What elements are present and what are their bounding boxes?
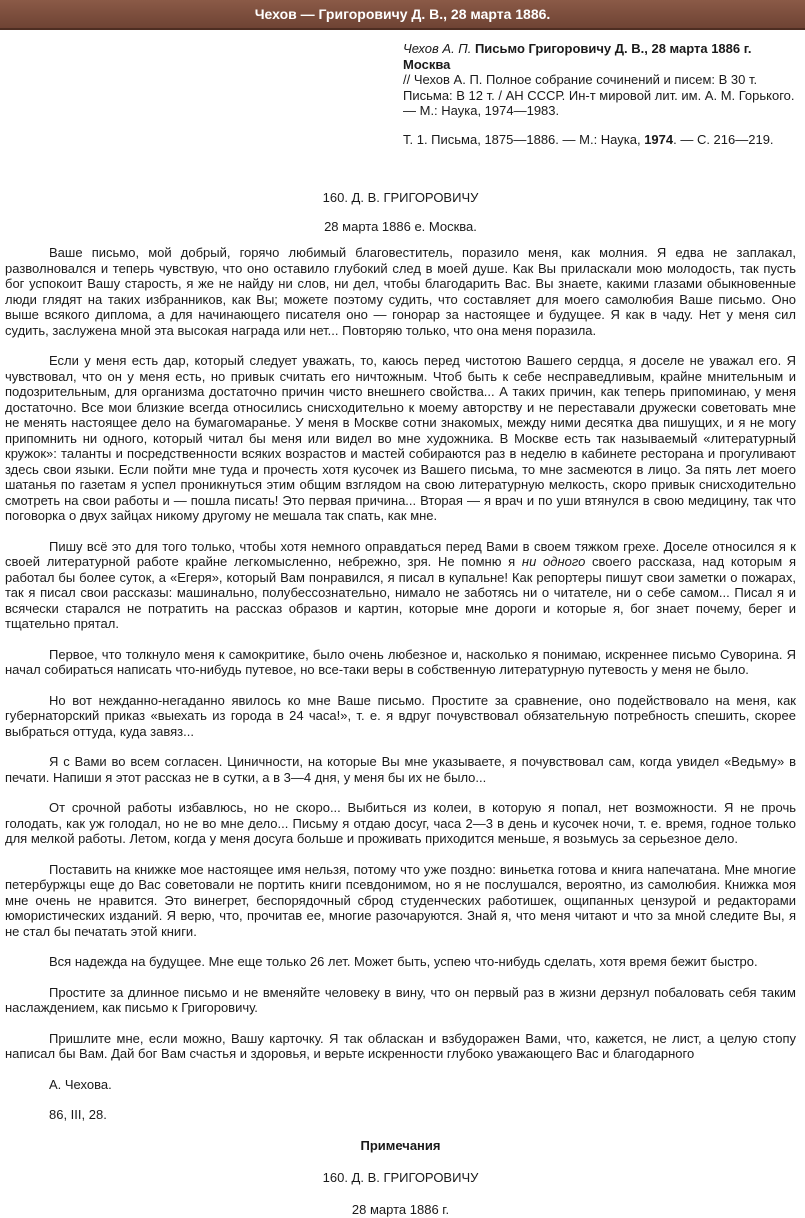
citation-author: Чехов А. П. [403,41,472,56]
letter-paragraph: Простите за длинное письмо и не вменяйте человеку в вину, что он первый раз в жизни дерзнул побаловать себя таким наслаждением, как письмо к Григоровичу. [5,984,796,1015]
citation-title: Письмо Григоровичу Д. В., 28 марта 1886 г. Москва [403,41,752,72]
citation-volume: Т. 1. Письма, 1875—1886. — М.: Наука, 1974. — С. 216—219. [403,131,774,147]
citation-volume-year: 1974 [644,131,674,147]
bibliographic-citation [403,41,796,147]
letter-paragraph: Я с Вами во всем согласен. Циничности, на которые Вы мне указываете, я почувствовал сам, когда увидел «Ведьму» в печати. Напиши я этот рассказ не в сутки, а в 3—4 дня, у меня бы их не было... [5,754,796,785]
emphasis-text: ни одного [521,554,586,569]
page-title-bar [0,0,805,30]
notes-title: Примечания [360,1137,441,1153]
notes-date: 28 марта 1886 г. [351,1201,450,1217]
letter-heading: 160. Д. В. ГРИГОРОВИЧУ [322,190,479,205]
letter-body [5,245,796,1123]
citation-main [403,41,796,119]
letter-paragraph: Ваше письмо, мой добрый, горячо любимый благовеститель, поразило меня, как молния. Я едва не заплакал, разволновался и теперь чувствую, что оно оставило глубокий след в моей душе. Как Вы приласкали мою молодость, так пусть бог успокоит Вашу старость, я же не найду ни слов, ни дел, чтобы благодарить Вас. Вы знаете, какими глазами обыкновенные люди глядят на таких избранников, как Вы; можете поэтому судить, что составляет для моего самолюбия Ваше письмо. Оно выше всякого диплома, а для начинающего писателя оно — гонорар за настоящее и будущее. Я как в чаду. Нет у меня сил судить, заслужена мной эта высокая награда или нет... Повторяю только, что она меня поразила. [5,245,796,338]
letter-sign-date: 86, III, 28. [49,1107,107,1122]
letter-paragraph: От срочной работы избавлюсь, но не скоро... Выбиться из колеи, в которую я попал, нет возможности. Я не прочь голодать, как уж голодал, но не во мне дело... Письму я отдаю досуг, часа 2—3 в день и кусочек ночи, т. е. время, годное только для мелкой работы. Летом, когда у меня досуга больше и проживать приходится меньше, я возьмусь за серьезное дело. [5,800,796,846]
letter-paragraph: Пришлите мне, если можно, Вашу карточку. Я так обласкан и взбудоражен Вами, что, кажется, не лист, а целую стопу написал бы Вам. Дай бог Вам счастья и здоровья, и верьте искренности глубоко уважающего Вас и благодарного [5,1030,796,1061]
citation-source: // Чехов А. П. Полное собрание сочинений и писем: В 30 т. Письма: В 12 т. / АН СССР. Ин-т мировой лит. им. А. М. Горького. — М.: Наука, 1974—1983. [403,72,795,118]
letter-paragraph: Поставить на книжке мое настоящее имя нельзя, потому что уже поздно: виньетка готова и книга напечатана. Мне многие петербуржцы еще до Вас советовали не портить книги псевдонимом, но я не послушался, вероятно, из самолюбия. Книжка моя мне очень не нравится. Это винегрет, беспорядочный сброд студенческих работишек, ощипанных цензурой и редакторами юмористических изданий. Я верю, что, прочитав ее, многие разочаруются. Знай я, что меня читают и что за мной следите Вы, я не стал бы печатать этой книги. [5,861,796,939]
letter-paragraph: Но вот нежданно-негаданно явилось ко мне Ваше письмо. Простите за сравнение, оно подействовало на меня, как губернаторский приказ «выехать из города в 24 часа!», т. е. я вдруг почувствовал обязательную потребность спешить, скорее выбраться оттуда, куда завяз... [5,692,796,739]
letter-signature: А. Чехова. [49,1076,112,1092]
letter-paragraph: Вся надежда на будущее. Мне еще только 26 лет. Может быть, успею что-нибудь сделать, хотя время бежит быстро. [49,954,758,969]
document-content [0,41,805,1218]
notes-heading: 160. Д. В. ГРИГОРОВИЧУ [322,1169,479,1185]
page-title: Чехов — Григоровичу Д. В., 28 марта 1886. [254,6,551,22]
letter-paragraph: Пишу всё это для того только, чтобы хотя немного оправдаться перед Вами в своем тяжком грехе. Доселе относился я к своей литературной работе крайне легкомысленно, небрежно, зря. Не помню я ни одного своего рассказа, над которым я работал бы более суток, а «Егеря», который Вам понравился, я писал в купальне! Как репортеры пишут свои заметки о пожарах, так я писал свои рассказы: машинально, полубессознательно, нимало не заботясь ни о читателе, ни о себе самом... Писал я и всячески старался не потратить на рассказ образов и картин, которые мне дороги и которые я, бог знает почему, берег и тщательно прятал. [5,538,796,631]
letter-date-line: 28 марта 1886 е. Москва. [324,219,477,234]
letter-paragraph: Первое, что толкнуло меня к самокритике, было очень любезное и, насколько я понимаю, искреннее письмо Суворина. Я начал собираться написать что-нибудь путевое, но все-таки веры в собственную литературную путевость у меня не было. [5,646,796,677]
letter-paragraph: Если у меня есть дар, который следует уважать, то, каюсь перед чистотою Вашего сердца, я доселе не уважал его. Я чувствовал, что он у меня есть, но привык считать его ничтожным. Чтоб быть к себе несправедливым, крайне мнительным и подозрительным, для организма достаточно причин чисто внешнего свойства... А таких причин, как теперь припоминаю, у меня достаточно. Все мои близкие всегда относились снисходительно к моему авторству и не переставали дружески советовать мне не менять настоящее дело на бумагомаранье. У меня в Москве сотни знакомых, между ними десятка два пишущих, и я не могу припомнить ни одного, который читал бы меня или видел во мне художника. В Москве есть так называемый «литературный кружок»: таланты и посредственности всяких возрастов и мастей собираются раз в неделю в кабинете ресторана и прогуливают здесь свои языки. Если пойти мне туда и прочесть хотя кусочек из Вашего письма, то мне засмеются в лицо. За пять лет моего шатанья по газетам я успел проникнуться этим общим взглядом на свою литературную мелкость, скоро привык снисходительно смотреть на свои работы и — пошла писать! Это первая причина... Вторая — я врач и по уши втянулся в свою медицину, так что поговорка о двух зайцах никому другому не мешала так спать, как мне. [5,353,796,523]
